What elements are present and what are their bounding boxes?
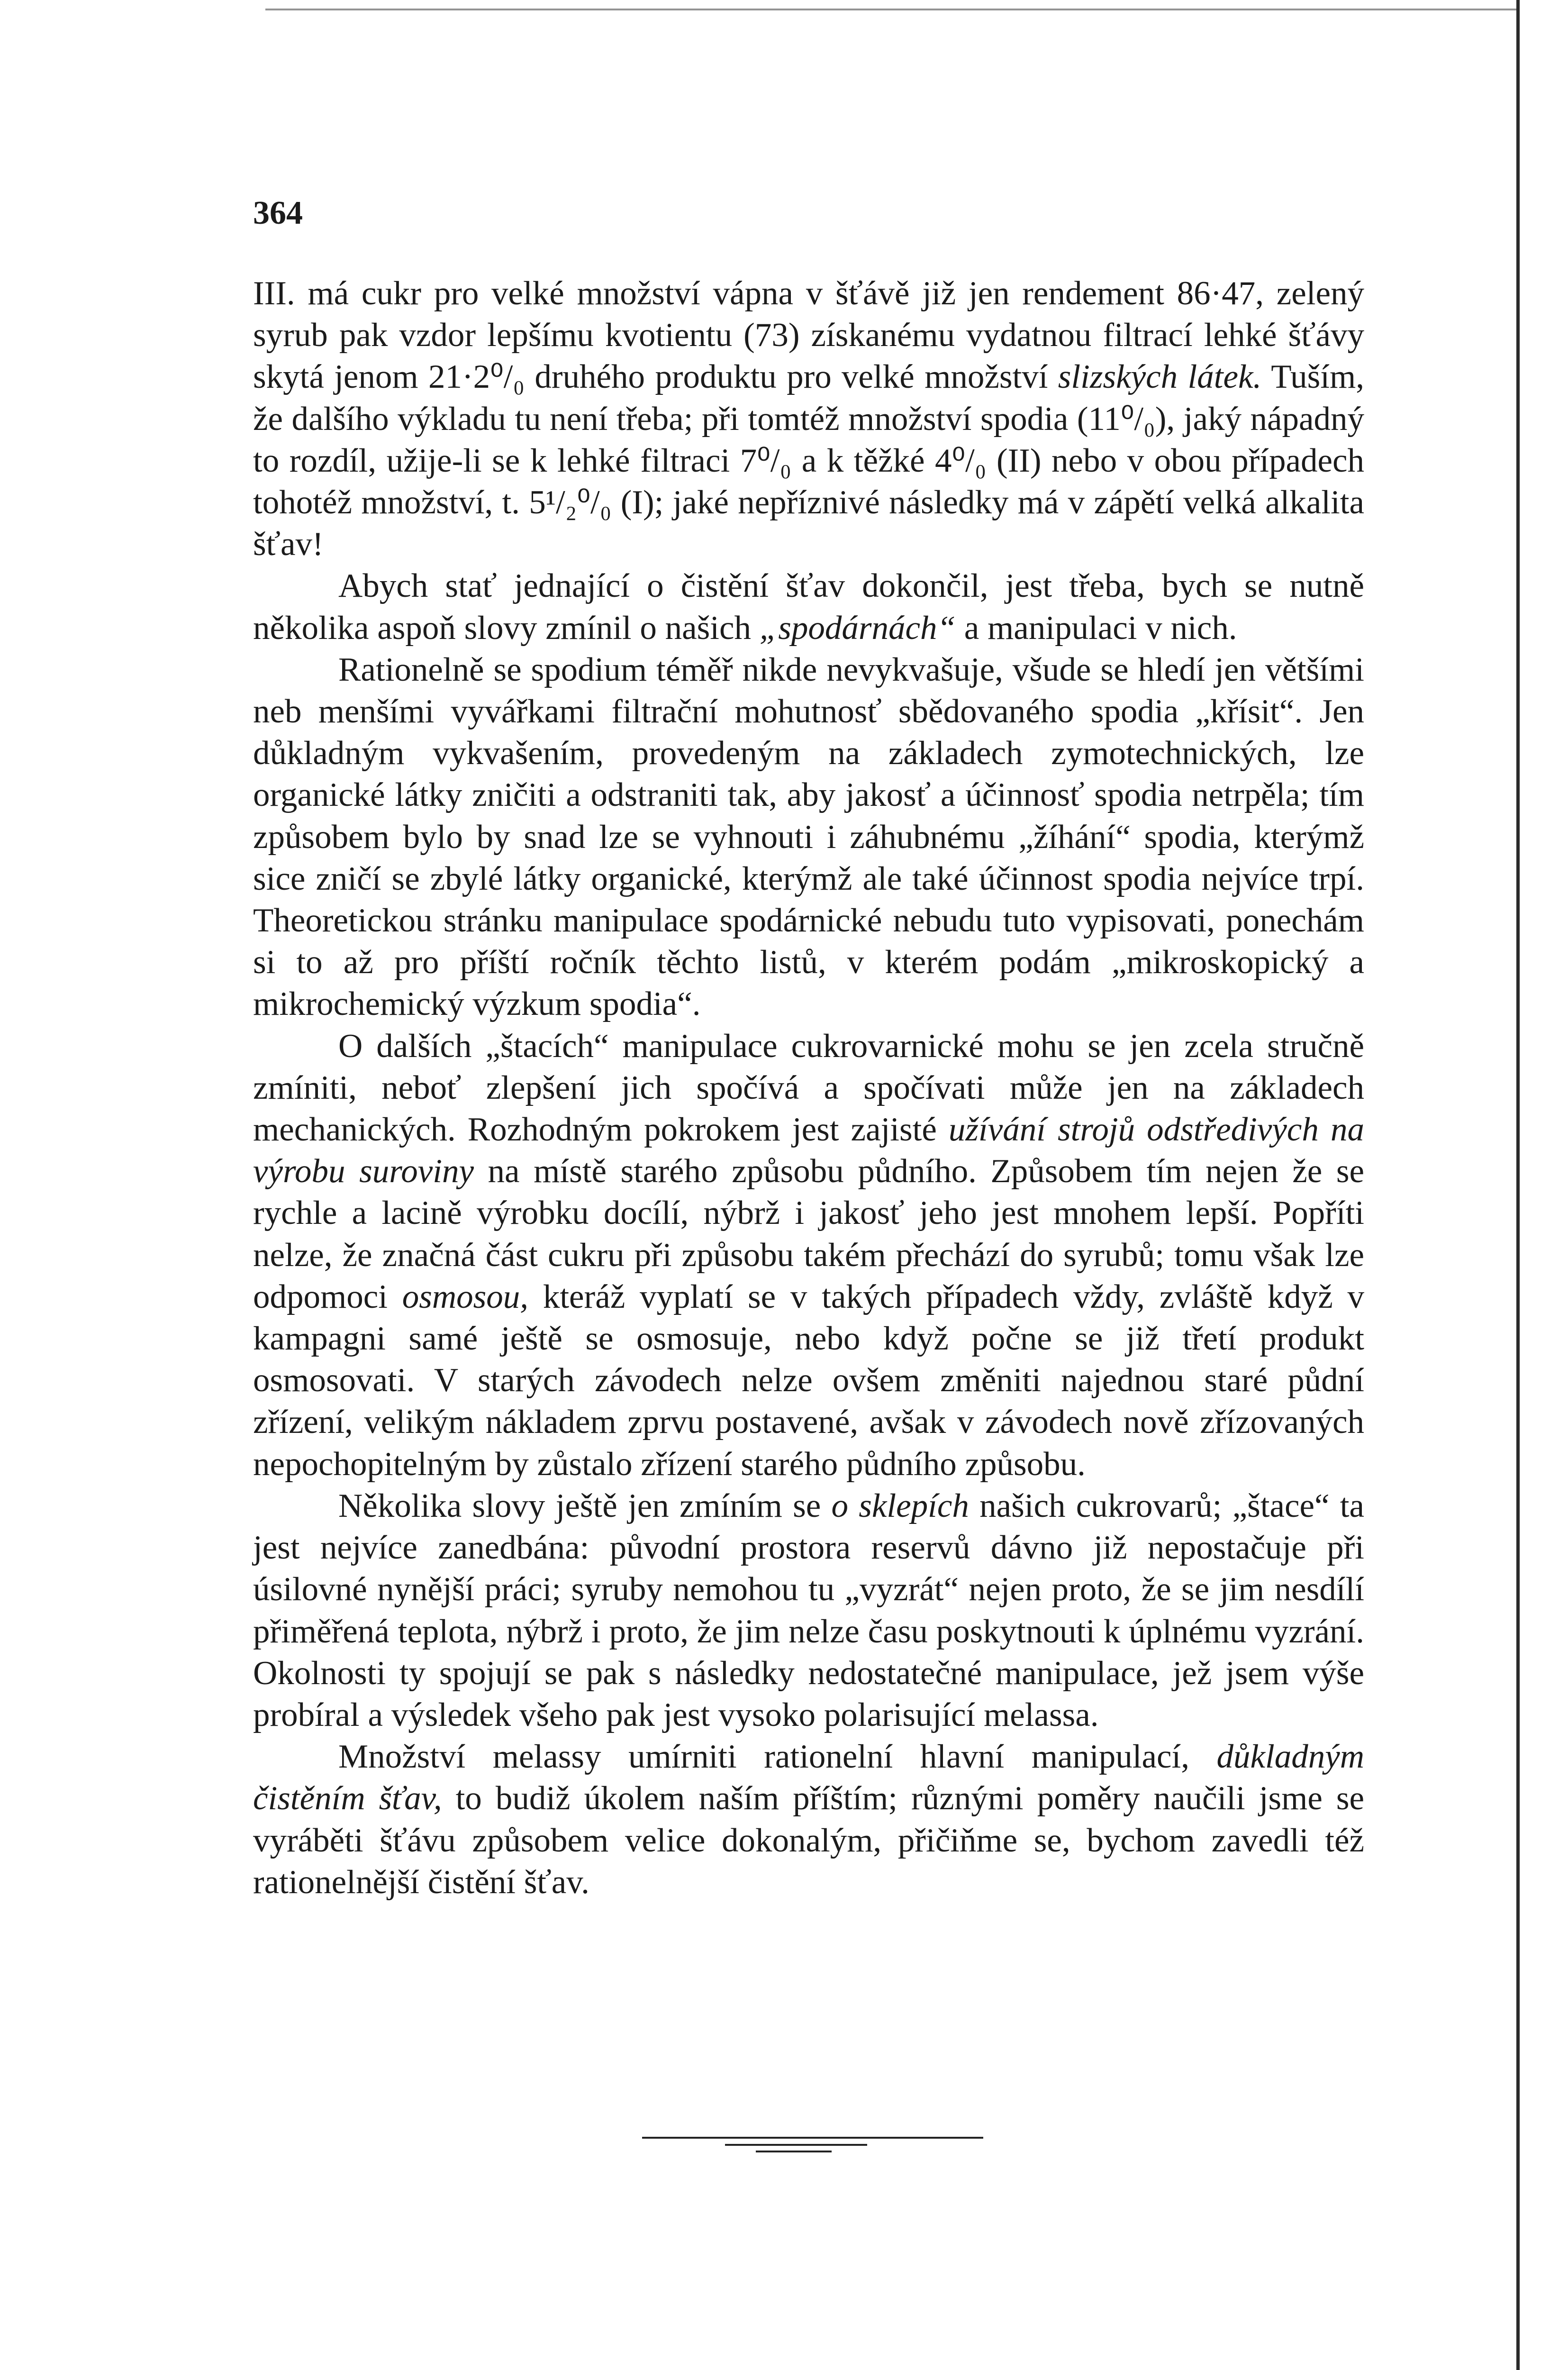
paragraph (253, 649, 1364, 1025)
paragraph (253, 1485, 1364, 1736)
text-segment: a manipulaci v nich. (956, 609, 1237, 647)
text-segment: Tuším, že dalšího výkladu tu není třeba; při tomtéž množství spodia (11⁰/₀), jaký nápadný to rozdíl, užije-li se k lehké filtraci 7⁰/₀ a k těžké 4⁰/₀ (II) nebo v obou případech tohotéž množství, t. 5¹/₂⁰/₀ (I); jaké nepříznivé následky má v zápětí velká alkalita šťav! (253, 358, 1364, 563)
text-segment-italic: „spodárnách“ (759, 609, 956, 647)
text-segment: Abych stať jednající o čistění šťav dokončil, jest třeba, bych se nutně několika aspoň slovy zmínil o našich (253, 567, 1364, 647)
paragraph (253, 273, 1364, 565)
body-text (253, 273, 1364, 1903)
page-number: 364 (253, 195, 303, 231)
end-rule (756, 2151, 832, 2152)
paragraph (253, 1736, 1364, 1903)
paragraph (253, 1025, 1364, 1485)
text-segment: Množství melassy umírniti rationelní hlavní manipulací, (338, 1738, 1217, 1776)
text-segment: na místě starého způsobu půdního. Způsobem tím nejen že se rychle a lacině výrobku docílí, nýbrž i jakosť jeho jest mnohem lepší. Popříti nelze, že značná část cukru při způsobu takém přechází do syrubů; tomu však lze odpomoci (253, 1153, 1365, 1315)
text-segment: to budiž úkolem naším příštím; různými poměry naučili jsme se vyráběti šťávu způsobem velice dokonalým, přičiňme se, bychom zavedli též rationelnější čistění šťav. (253, 1780, 1365, 1901)
text-segment-italic: osmosou, (402, 1278, 529, 1315)
text-segment: našich cukrovarů; „štace“ ta jest nejvíce zanedbána: původní prostora reservů dávno již nepostačuje při úsilovné nynější práci; syruby nemohou tu „vyzrát“ nejen proto, že se jim nesdílí přiměřená teplota, nýbrž i proto, že jim nelze času poskytnouti k úplnému vyzrání. Okolnosti ty spojují se pak s následky nedostatečné manipulace, jež jsem výše probíral a výsledek všeho pak jest vysoko polarisující melassa. (253, 1487, 1364, 1733)
scan-top-edge (265, 9, 1516, 10)
end-rule (725, 2144, 867, 2146)
text-segment-italic: slizských látek. (1058, 358, 1262, 396)
text-segment-italic: o sklepích (831, 1487, 969, 1524)
paragraph (253, 565, 1364, 648)
text-segment-italic: důkladným čistěním šťav, (253, 1738, 1364, 1817)
text-segment: Několika slovy ještě jen zmíním se (338, 1487, 832, 1524)
end-rule (642, 2137, 983, 2139)
text-segment-italic: užívání strojů odstředivých na výrobu suroviny (253, 1111, 1364, 1190)
scan-page-edge (1516, 0, 1520, 2370)
text-segment: kteráž vyplatí se v takých případech vždy, zvláště když v kampagni samé ještě se osmosuje, nebo když počne se již třetí produkt osmosovati. V starých závodech nelze ovšem změniti najednou staré půdní zřízení, velikým nákladem zprvu postavené, avšak v závodech nově zřízovaných nepochopitelným by zůstalo zřízení starého půdního způsobu. (253, 1278, 1364, 1483)
text-segment: O dalších „štacích“ manipulace cukrovarnické mohu se jen zcela stručně zmíniti, neboť zlepšení jich spočívá a spočívati může jen na základech mechanických. Rozhodným pokrokem jest zajisté (253, 1027, 1364, 1149)
text-segment: Rationelně se spodium téměř nikde nevykvašuje, všude se hledí jen většími neb menšími vyvářkami filtrační mohutnosť sbědovaného spodia „křísit“. Jen důkladným vykvašením, provedeným na základech zymotechnických, lze organické látky zničiti a odstraniti tak, aby jakosť a účinnosť spodia netrpěla; tím způsobem bylo by snad lze se vyhnouti i záhubnému „žíhání“ spodia, kterýmž sice zničí se zbylé látky organické, kterýmž ale také účinnost spodia nejvíce trpí. Theoretickou stránku manipulace spodárnické nebudu tuto vypisovati, ponechám si to až pro příští ročník těchto listů, v kterém podám „mikroskopický a mikrochemický výzkum spodia“. (253, 651, 1364, 1023)
text-segment: III. má cukr pro velké množství vápna v šťávě již jen rendement 86·47, zelený syrub pak vzdor lepšímu kvotientu (73) získanému vydatnou filtrací lehké šťávy skytá jenom 21·2⁰/₀ druhého produktu pro velké množství (253, 275, 1364, 396)
